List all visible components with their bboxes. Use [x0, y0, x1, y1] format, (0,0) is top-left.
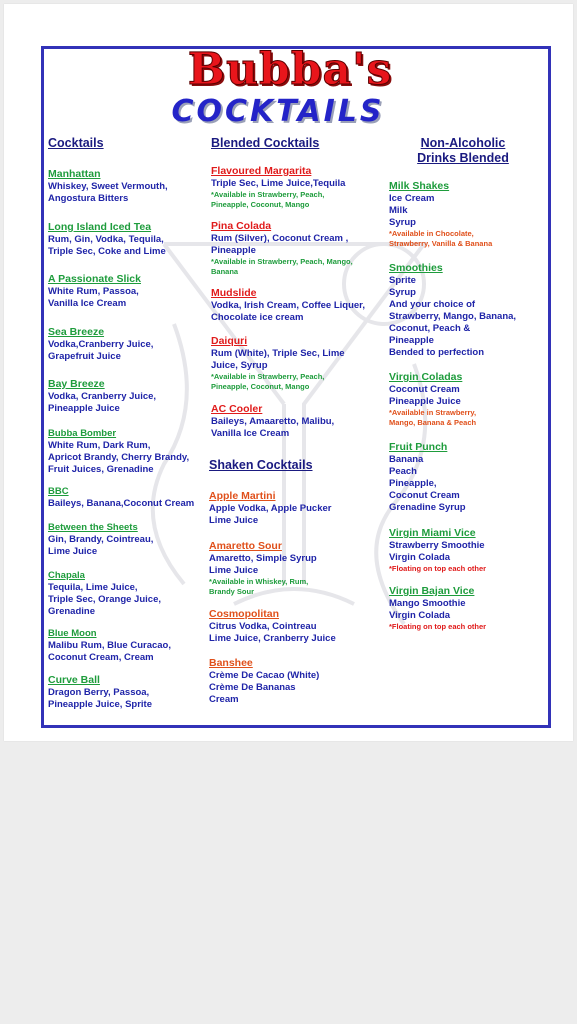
item-note: *Available in Strawberry, Peach, Pineapple, Coconut, Mango [211, 190, 325, 209]
menu-item [389, 371, 537, 428]
item-desc: Vodka,Cranberry Juice, Grapefruit Juice [48, 339, 154, 362]
menu-item [211, 335, 381, 392]
item-name: Banshee [209, 657, 253, 669]
item-name: Between the Sheets [48, 522, 138, 533]
item-name: Blue Moon [48, 628, 97, 639]
menu-item [209, 540, 381, 597]
heading-blended: Blended Cocktails [211, 136, 320, 150]
menu-item [211, 287, 381, 324]
item-name: Long Island Iced Tea [48, 221, 152, 233]
item-name: Flavoured Margarita [211, 165, 312, 177]
item-name: BBC [48, 486, 69, 497]
column-non-alcoholic [389, 136, 537, 631]
menu-item [211, 165, 381, 210]
item-name: Apple Martini [209, 490, 276, 502]
item-name: Cosmopolitan [209, 608, 279, 620]
heading-cocktails: Cocktails [48, 136, 104, 150]
item-desc: Whiskey, Sweet Vermouth, Angostura Bitters [48, 181, 168, 204]
item-desc: Gin, Brandy, Cointreau, Lime Juice [48, 534, 154, 557]
menu-item [211, 403, 381, 440]
item-desc: Triple Sec, Lime Juice,Tequila [211, 178, 346, 189]
item-note: *Available in Chocolate, Strawberry, Vanilla & Banana [389, 229, 493, 248]
item-desc: Mango Smoothie Virgin Colada [389, 598, 466, 621]
item-desc: Malibu Rum, Blue Curacao, Coconut Cream, Cream [48, 640, 171, 663]
brand-logo: Bubba's [187, 44, 393, 95]
item-note: *Available in Whiskey, Rum, Brandy Sour [209, 577, 309, 596]
item-desc: Tequila, Lime Juice, Triple Sec, Orange Juice, Grenadine [48, 582, 161, 617]
column-blended-shaken [209, 136, 381, 705]
menu-item [48, 627, 210, 664]
menu-item [211, 220, 381, 277]
menu-item [48, 168, 210, 205]
item-note: *Available in Strawberry, Mango, Banana & Peach [389, 408, 477, 427]
item-name: Milk Shakes [389, 180, 450, 192]
column-cocktails [48, 136, 210, 710]
item-desc: White Rum, Passoa, Vanilla Ice Cream [48, 286, 139, 309]
menu-item [389, 585, 537, 632]
menu-item [48, 521, 210, 558]
menu-item [389, 262, 537, 359]
item-desc: Amaretto, Simple Syrup Lime Juice [209, 553, 317, 576]
item-name: Virgin Bajan Vice [389, 585, 475, 597]
menu-item [209, 490, 381, 527]
item-name: Chapala [48, 570, 85, 581]
item-desc: Coconut Cream Pineapple Juice [389, 384, 461, 407]
item-name: AC Cooler [211, 403, 263, 415]
item-desc: Rum (Silver), Coconut Cream , Pineapple [211, 233, 349, 256]
item-desc: Banana Peach Pineapple, Coconut Cream Grenadine Syrup [389, 454, 466, 513]
item-desc: Dragon Berry, Passoa, Pineapple Juice, Sprite [48, 687, 153, 710]
item-desc: Baileys, Amaaretto, Malibu, Vanilla Ice Cream [211, 416, 335, 439]
item-name: Smoothies [389, 262, 443, 274]
item-desc: Vodka, Cranberry Juice, Pineapple Juice [48, 391, 157, 414]
item-name: Virgin Coladas [389, 371, 463, 383]
item-note: *Available in Strawberry, Peach, Pineapple, Coconut, Mango [211, 372, 325, 391]
item-desc: Citrus Vodka, Cointreau Lime Juice, Cranberry Juice [209, 621, 336, 644]
heading-non-alcoholic: Non-Alcoholic Drinks Blended [417, 136, 509, 165]
item-desc: Rum, Gin, Vodka, Tequila, Triple Sec, Coke and Lime [48, 234, 166, 257]
menu-item [389, 527, 537, 574]
menu-item [48, 326, 210, 363]
item-name: A Passionate Slick [48, 273, 141, 285]
item-desc: Baileys, Banana,Coconut Cream [48, 498, 195, 509]
item-note: *Floating on top each other [389, 622, 487, 631]
item-desc: Apple Vodka, Apple Pucker Lime Juice [209, 503, 332, 526]
item-name: Bubba Bomber [48, 428, 117, 439]
item-name: Sea Breeze [48, 326, 105, 338]
item-name: Amaretto Sour [209, 540, 282, 552]
item-name: Daiquri [211, 335, 248, 347]
item-desc: Strawberry Smoothie Virgin Colada [389, 540, 485, 563]
menu-item [48, 427, 210, 476]
heading-shaken: Shaken Cocktails [209, 458, 313, 472]
menu-item [48, 569, 210, 618]
item-name: Manhattan [48, 168, 101, 180]
menu-item [209, 608, 381, 645]
item-desc: White Rum, Dark Rum, Apricot Brandy, Cherry Brandy, Fruit Juices, Grenadine [48, 440, 190, 475]
item-name: Fruit Punch [389, 441, 448, 453]
menu-item [48, 485, 210, 510]
menu-item [48, 378, 210, 415]
item-name: Curve Ball [48, 674, 100, 686]
item-note: *Floating on top each other [389, 564, 487, 573]
item-desc: Rum (White), Triple Sec, Lime Juice, Syrup [211, 348, 345, 371]
item-desc: Vodka, Irish Cream, Coffee Liquer, Chocolate ice cream [211, 300, 365, 323]
menu-item [389, 180, 537, 249]
item-desc: Ice Cream Milk Syrup [389, 193, 435, 228]
menu-item [209, 657, 381, 706]
menu-item [48, 273, 210, 310]
item-name: Mudslide [211, 287, 257, 299]
item-note: *Available in Strawberry, Peach, Mango, Banana [211, 257, 353, 276]
item-name: Virgin Miami Vice [389, 527, 476, 539]
menu-item [48, 674, 210, 711]
menu-item [48, 221, 210, 258]
menu-subtitle: COCKTAILS [171, 94, 385, 129]
item-desc: Crème De Cacao (White) Crème De Bananas Cream [209, 670, 320, 705]
item-desc: Sprite Syrup And your choice of Strawberry, Mango, Banana, Coconut, Peach & Pineapple Bended to perfection [389, 275, 517, 358]
menu-item [389, 441, 537, 514]
item-name: Bay Breeze [48, 378, 105, 390]
item-name: Pina Colada [211, 220, 272, 232]
